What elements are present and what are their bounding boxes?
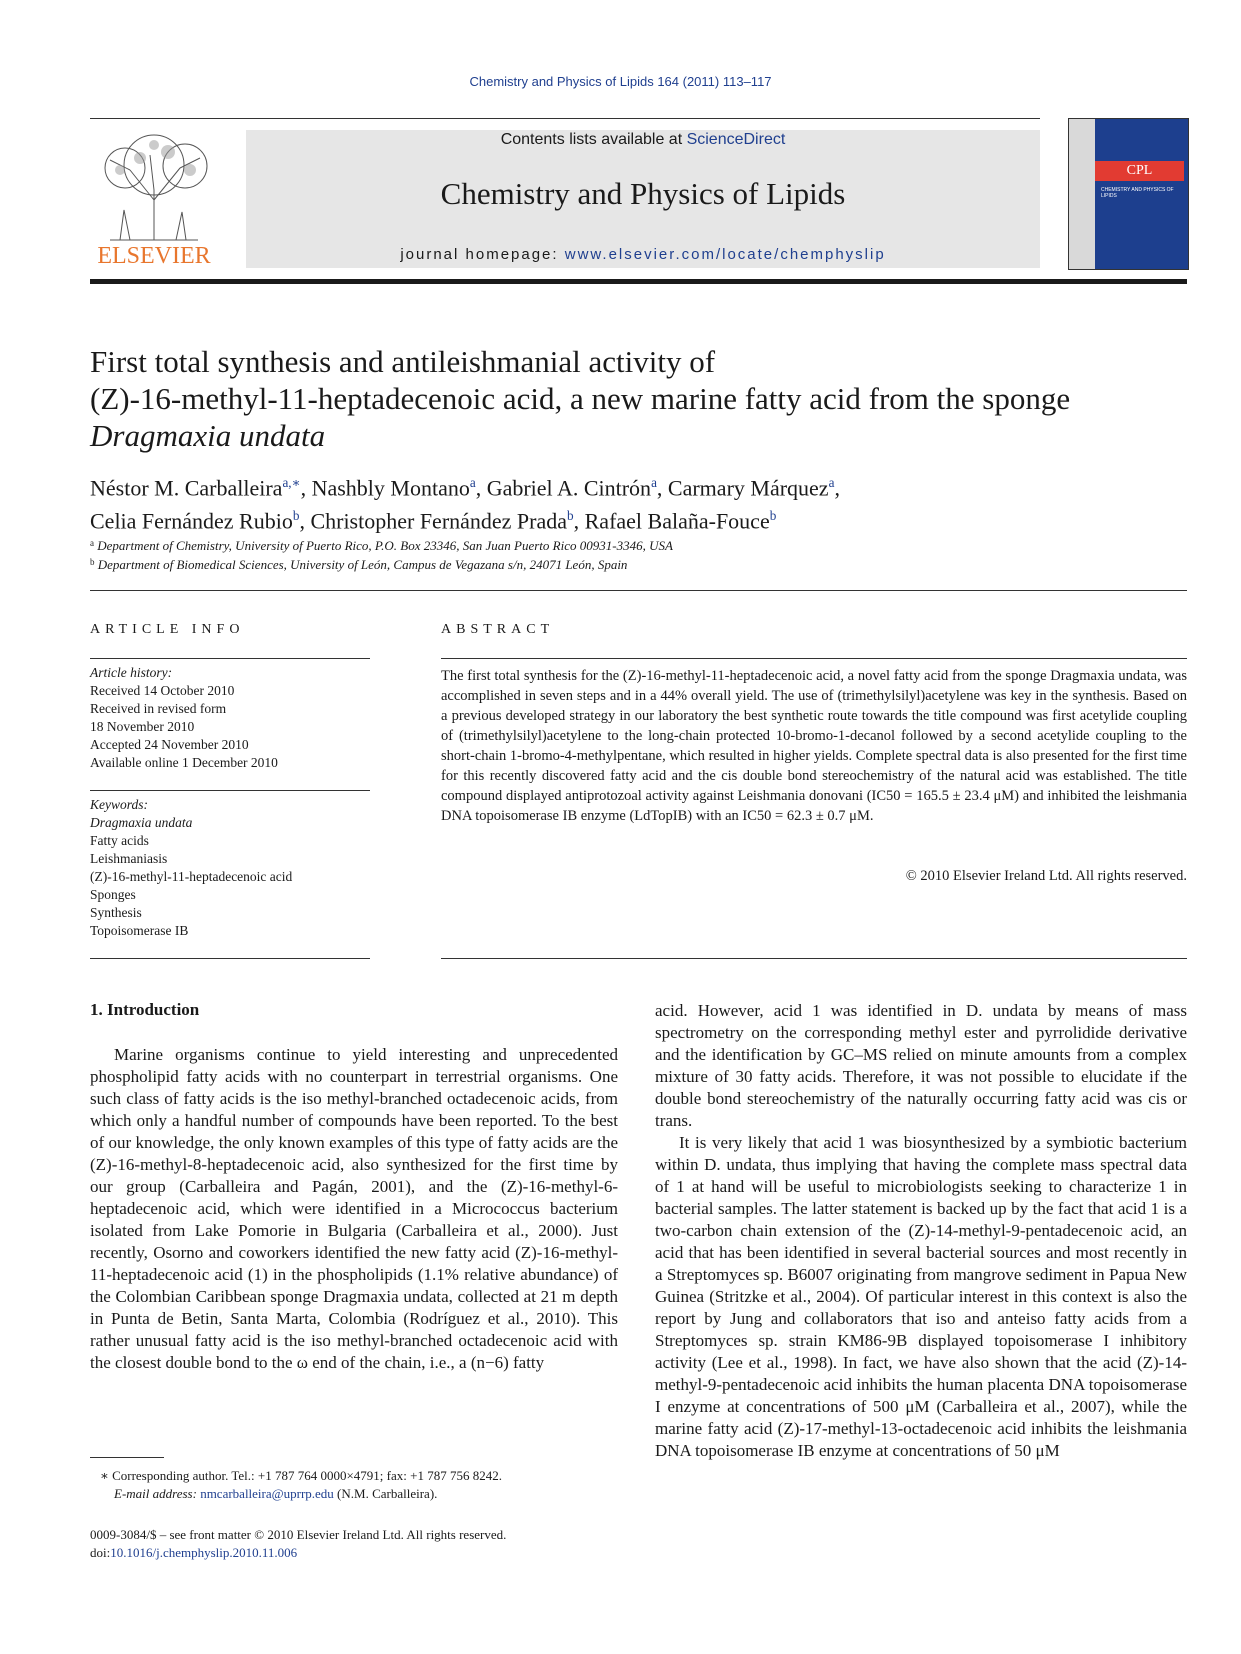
title-line-2: (Z)-16-methyl-11-heptadecenoic acid, a new marine fatty acid from the sponge bbox=[90, 381, 1071, 416]
keyword-item: Sponges bbox=[90, 887, 136, 902]
abstract-text: The first total synthesis for the (Z)-16-methyl-11-heptadecenoic acid, a novel fatty acid from the sponge Dragmaxia undata, was accomplished in seven steps and in a 44% overall yield. The use of (trimethylsilyl)acetylene was key in the synthesis. Based on a previous developed strategy in our laboratory the best synthetic route towards the title compound was first acetylide coupling of (trimethylsilyl)acetylene to the long-chain protected 10-bromo-1-decanol followed by a second acetylide coupling to the short-chain 1-bromo-4-methylpentane, which resulted in higher yields. Complete spectral data is also presented for the first time for this recently discovered fatty acid and the cis double bond stereochemistry of the natural acid was established. The title compound displayed antiprotozoal activity against Leishmania donovani (IC50 = 165.5 ± 23.4 μM) and inhibited the leishmania DNA topoisomerase IB enzyme (LdTopIB) with an IC50 = 62.3 ± 0.7 μM. bbox=[441, 668, 1187, 824]
doi-line bbox=[90, 1544, 630, 1562]
corresponding-author: ∗ Corresponding author. Tel.: +1 787 764 0000×4791; fax: +1 787 756 8242. bbox=[100, 1468, 502, 1483]
contents-line bbox=[246, 131, 1040, 149]
keywords-block bbox=[90, 796, 370, 940]
intro-paragraph: Marine organisms continue to yield interesting and unprecedented phospholipid fatty acids with no counterpart in terrestrial organisms. One such class of fatty acids is the iso methyl-branched octadecenoic acids, from which only a handful number of compounds have been reported. To the best of our knowledge, the only known examples of this type of fatty acids are the (Z)-16-methyl-8-heptadecenoic acid, also synthesized for the first time by our group (Carballeira and Pagán, 2001), and the (Z)-16-methyl-6-heptadecenoic acid, which were identified in a Micrococcus bacterium isolated from Lake Pomorie in Bulgaria (Carballeira et al., 2000). Just recently, Osorno and coworkers identified the new fatty acid (Z)-16-methyl-11-heptadecenoic acid (1) in the phospholipids (1.1% relative abundance) of the Colombian Caribbean sponge Dragmaxia undata, collected at 21 m depth in Punta de Betin, Santa Marta, Colombia (Rodríguez et al., 2010). This rather unusual fatty acid is the iso methyl-branched octadecenoic acid with the closest double bond to the ω end of the chain, i.e., a (n−6) fatty bbox=[90, 1045, 618, 1372]
author-affiliation-mark[interactable]: a bbox=[651, 475, 657, 490]
article-info-bottom-rule bbox=[90, 958, 370, 959]
journal-citation[interactable]: Chemistry and Physics of Lipids 164 (2011) 113–117 bbox=[469, 74, 772, 89]
header-thick-rule bbox=[90, 279, 1187, 284]
homepage-link[interactable]: www.elsevier.com/locate/chemphyslip bbox=[564, 246, 886, 263]
history-label: Article history: bbox=[90, 665, 173, 680]
contents-prefix: Contents lists available at bbox=[500, 131, 687, 148]
affiliation-b-text: Department of Biomedical Sciences, University of León, Campus de Vegazana s/n, 24071 León, Spain bbox=[97, 557, 628, 572]
abstract-heading: ABSTRACT bbox=[441, 622, 555, 637]
keyword-item: Leishmaniasis bbox=[90, 851, 168, 866]
journal-homepage bbox=[246, 246, 1040, 263]
keywords-rule bbox=[90, 790, 370, 791]
affiliation-rule bbox=[90, 590, 1187, 591]
keyword-item: Synthesis bbox=[90, 905, 142, 920]
doi-link[interactable]: 10.1016/j.chemphyslip.2010.11.006 bbox=[110, 1545, 298, 1560]
intro-paragraph: acid. However, acid 1 was identified in D. undata by means of mass spectrometry on the corresponding methyl ester and pyrrolidide derivative and the identification by GC–MS relied on minute amounts from a complex mixture of 30 fatty acids. Therefore, it was not possible to elucidate if the double bond stereochemistry of the naturally occurring fatty acid was cis or trans. bbox=[655, 1001, 1187, 1130]
journal-cover-thumbnail[interactable] bbox=[1068, 118, 1189, 270]
author-name[interactable]: Celia Fernández Rubio bbox=[90, 508, 293, 534]
article-history bbox=[90, 664, 370, 772]
abstract-copyright: © 2010 Elsevier Ireland Ltd. All rights reserved. bbox=[905, 868, 1187, 884]
affiliation-a-text: Department of Chemistry, University of Puerto Rico, P.O. Box 23346, San Juan Puerto Rico 00931-3346, USA bbox=[97, 538, 673, 553]
header-rule bbox=[90, 118, 1040, 119]
title-line-1: First total synthesis and antileishmanial activity of bbox=[90, 344, 716, 379]
keyword-item: (Z)-16-methyl-11-heptadecenoic acid bbox=[90, 869, 293, 884]
affiliation-a: $^a$ Department of Chemistry, University of Puerto Rico, P.O. Box 23346, San Juan Puerto Rico 00931-3346, USA bbox=[90, 538, 673, 553]
section-heading: 1. Introduction bbox=[90, 1000, 200, 1019]
author-affiliation-mark[interactable]: b bbox=[769, 508, 777, 524]
cover-label: CPL bbox=[1095, 161, 1184, 181]
author-affiliation-mark[interactable]: b bbox=[292, 508, 300, 524]
abstract-bottom-rule bbox=[441, 958, 1187, 959]
publisher-logo-text: ELSEVIER bbox=[97, 243, 211, 269]
email-suffix: (N.M. Carballeira). bbox=[333, 1486, 438, 1501]
intro-column-left bbox=[90, 1044, 618, 1374]
history-item: Accepted 24 November 2010 bbox=[90, 737, 249, 752]
corresponding-author-note bbox=[90, 1467, 630, 1503]
author-name[interactable]: Nashbly Montano bbox=[311, 475, 470, 501]
author-affiliation-mark[interactable]: b bbox=[567, 508, 574, 524]
affiliation-b: $^b$ Department of Biomedical Sciences, University of León, Campus de Vegazana s/n, 24071 León, Spain bbox=[90, 557, 628, 572]
author-affiliation-mark[interactable]: a,∗ bbox=[282, 475, 301, 490]
author-name[interactable]: Gabriel A. Cintrón bbox=[486, 475, 652, 501]
cover-subtitle: CHEMISTRY AND PHYSICS OF LIPIDS bbox=[1101, 187, 1174, 199]
author-affiliation-mark[interactable]: a bbox=[469, 475, 476, 490]
author-affiliation-mark[interactable]: a bbox=[828, 475, 835, 490]
keywords-label: Keywords: bbox=[90, 797, 148, 812]
keyword-item: Dragmaxia undata bbox=[90, 815, 193, 830]
history-item: Available online 1 December 2010 bbox=[90, 755, 278, 770]
keyword-item: Topoisomerase IB bbox=[90, 923, 189, 938]
doi-label: doi: bbox=[90, 1545, 111, 1560]
history-item: Received in revised form bbox=[90, 701, 227, 716]
email-link[interactable]: nmcarballeira@uprrp.edu bbox=[200, 1486, 334, 1501]
journal-name: Chemistry and Physics of Lipids bbox=[440, 176, 846, 211]
history-item: 18 November 2010 bbox=[90, 719, 195, 734]
sciencedirect-link[interactable]: ScienceDirect bbox=[686, 131, 786, 148]
title-line-3: Dragmaxia undata bbox=[90, 418, 326, 453]
issn-doi-block bbox=[90, 1526, 630, 1562]
article-info-heading: ARTICLE INFO bbox=[90, 622, 245, 637]
author-name[interactable]: Rafael Balaña-Fouce bbox=[584, 508, 770, 534]
tree-icon bbox=[90, 130, 218, 242]
issn-line: 0009-3084/$ – see front matter © 2010 Elsevier Ireland Ltd. All rights reserved. bbox=[90, 1527, 507, 1542]
author-name[interactable]: Néstor M. Carballeira bbox=[90, 475, 283, 501]
author-name[interactable]: Carmary Márquez bbox=[667, 475, 829, 501]
elsevier-logo[interactable] bbox=[90, 130, 218, 270]
article-title bbox=[90, 343, 1190, 454]
author-name[interactable]: Christopher Fernández Prada bbox=[310, 508, 568, 534]
keyword-item: Fatty acids bbox=[90, 833, 149, 848]
footnote-rule bbox=[90, 1457, 164, 1458]
author-list: Néstor M. Carballeira$^{a,∗}$, Nashbly Montano$^a$, Gabriel A. Cintrón$^a$, Carmary Márquez$^a$, Celia Fernández Rubio$^b$, Christopher Fernández Prada$^b$, Rafael Balaña-Fouce$^b$ bbox=[90, 475, 840, 534]
email-label: E-mail address: bbox=[114, 1486, 201, 1501]
email-line bbox=[90, 1485, 630, 1503]
homepage-prefix: journal homepage: bbox=[400, 246, 565, 263]
intro-column-right bbox=[655, 1000, 1187, 1462]
intro-paragraph: It is very likely that acid 1 was biosynthesized by a symbiotic bacterium within D. undata, thus implying that having the complete mass spectral data of 1 at hand will be useful to microbiologists seeking to characterize 1 in bacterial samples. The latter statement is backed up by the fact that acid 1 is a two-carbon chain extension of the (Z)-14-methyl-9-pentadecenoic acid, an acid that has been identified in several bacterial sources and most recently in a Streptomyces sp. B6007 originating from mangrove sediment in Papua New Guinea (Stritzke et al., 2004). Of particular interest in this context is also the report by Jung and collaborators that iso and anteiso fatty acids from a Streptomyces sp. strain KM86-9B displayed topoisomerase I inhibitory activity (Lee et al., 1998). In fact, we have also shown that the acid (Z)-14-methyl-9-pentadecenoic acid inhibits the human placenta DNA topoisomerase I enzyme at concentrations of 500 μM (Carballeira et al., 2007), while the marine fatty acid (Z)-17-methyl-13-octadecenoic acid inhibits the leishmania DNA topoisomerase IB enzyme at concentrations of 50 μM bbox=[655, 1133, 1187, 1460]
abstract-rule bbox=[441, 658, 1187, 659]
article-info-rule bbox=[90, 658, 370, 659]
history-item: Received 14 October 2010 bbox=[90, 683, 235, 698]
